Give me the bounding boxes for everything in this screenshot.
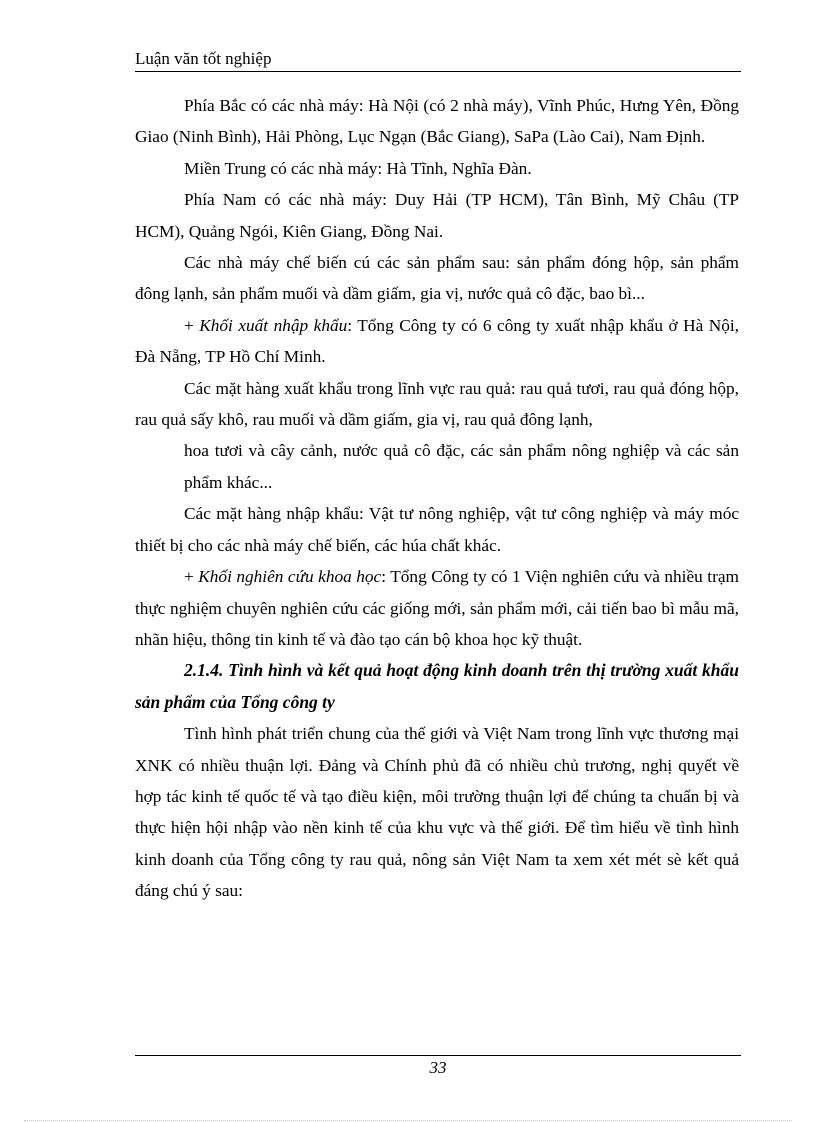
paragraph-export-goods: Các mặt hàng xuất khẩu trong lĩnh vực rau quả: rau quả tươi, rau quả đóng hộp, rau quả sấy khô, rau muối và dầm giấm, gia vị, rau quả đông lạnh, (135, 378, 739, 430)
body-text (135, 90, 739, 907)
paragraph-research-block (135, 561, 739, 655)
paragraph-text: : Tổng Công ty có 1 Viện nghiên cứu và nhiều trạm thực nghiệm chuyên nghiên cứu các giống mới, sản phẩm mới, cải tiến bao bì mẫu mã, nhãn hiệu, thông tin kinh tế và đào tạo cán bộ khoa học kỹ thuật. (135, 567, 739, 649)
paragraph-import-goods: Các mặt hàng nhập khẩu: Vật tư nông nghiệp, vật tư công nghiệp và máy móc thiết bị cho các nhà máy chế biến, các húa chất khác. (135, 504, 739, 555)
bullet-prefix: + (184, 315, 200, 335)
paragraph-north-factories: Phía Bắc có các nhà máy: Hà Nội (có 2 nhà máy), Vĩnh Phúc, Hưng Yên, Đồng Giao (Ninh Bình), Hải Phòng, Lục Ngạn (Bắc Giang), SaPa (Lào Cai), Nam Định. (135, 96, 739, 147)
bullet-prefix: + (184, 567, 199, 587)
running-header: Luận văn tốt nghiệp (135, 49, 741, 72)
paragraph-import-export-block (135, 310, 739, 373)
footer-divider (135, 1055, 741, 1056)
paragraph-processed-products: Các nhà máy chế biến cú các sản phẩm sau: sản phẩm đóng hộp, sản phẩm đông lạnh, sản phẩm muối và dầm giấm, gia vị, nước quả cô đặc, bao bì... (135, 253, 739, 304)
section-label-research: Khối nghiên cứu khoa học (198, 567, 382, 587)
paragraph-south-factories: Phía Nam có các nhà máy: Duy Hải (TP HCM), Tân Bình, Mỹ Châu (TP HCM), Quảng Ngói, Kiên Giang, Đồng Nai. (135, 190, 739, 241)
section-heading: 2.1.4. Tình hình và kết quả hoạt động kinh doanh trên thị trường xuất khẩu sản phẩm của Tổng công ty (135, 660, 739, 712)
page-bottom-border (24, 1120, 792, 1121)
page-number: 33 (429, 1058, 447, 1077)
paragraph-export-goods-continued: hoa tươi và cây cảnh, nước quả cô đặc, các sản phẩm nông nghiệp và các sản phẩm khác... (184, 441, 739, 492)
paragraph-central-factories: Miền Trung có các nhà máy: Hà Tĩnh, Nghĩa Đàn. (184, 158, 532, 178)
paragraph-business-overview: Tình hình phát triển chung của thế giới và Việt Nam trong lĩnh vực thương mại XNK có nhiều thuận lợi. Đảng và Chính phủ đã có nhiều chủ trương, nghị quyết về hợp tác kinh tế quốc tế và tạo điều kiện, môi trường thuận lợi để chúng ta chuẩn bị và thực hiện hội nhập vào nền kinh tế của khu vực và thế giới. Để tìm hiểu về tình hình kinh doanh của Tổng công ty rau quả, nông sản Việt Nam ta xem xét mét sè kết quả đáng chú ý sau: (135, 724, 739, 901)
paragraph-text: : Tổng Công ty có 6 công ty xuất nhập khẩu ở Hà Nội, Đà Nẵng, TP Hồ Chí Minh. (135, 315, 739, 367)
section-label-import-export: Khối xuất nhập khẩu (199, 315, 348, 335)
